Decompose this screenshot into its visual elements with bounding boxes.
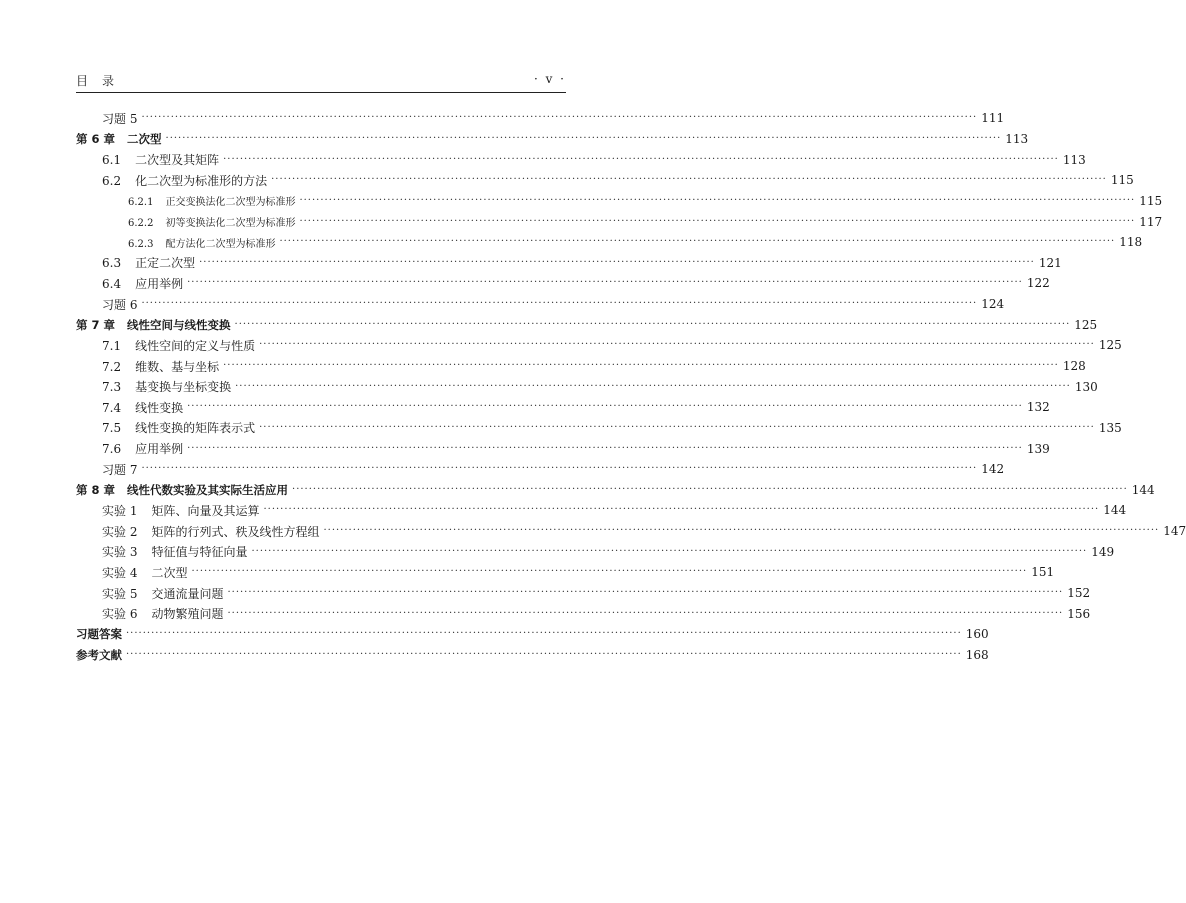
toc-entry-page: 144 [1099, 503, 1126, 517]
toc-entry[interactable] [76, 335, 1122, 356]
toc-entry-page: 125 [1095, 338, 1122, 352]
toc-entry-page: 139 [1023, 442, 1050, 456]
toc-entry-label [76, 564, 191, 581]
toc-entry-title: 基变换与坐标变换 [135, 380, 232, 395]
toc-entry[interactable] [76, 191, 1163, 212]
toc-entry-number: 实验 1 [102, 503, 138, 518]
toc-entry-title: 参考文献 [76, 647, 122, 662]
toc-entry-title: 矩阵、向量及其运算 [151, 503, 260, 518]
toc-entry-label [76, 214, 299, 229]
toc-entry-number: 6.2.3 [128, 238, 154, 250]
toc-entry-page: 147 [1159, 524, 1186, 538]
toc-entry[interactable] [76, 624, 989, 645]
toc-entry-label [76, 193, 299, 208]
toc-entry-title: 习题 6 [102, 297, 138, 312]
toc-entry[interactable] [76, 356, 1086, 377]
toc-entry-number: 7.2 [102, 359, 122, 374]
toc-entry-title: 习题 5 [102, 111, 138, 126]
toc-entry-title: 习题答案 [76, 627, 122, 642]
dot-leader: ········································································································································································································ [235, 380, 1071, 392]
toc-entry-number: 实验 5 [102, 586, 138, 601]
toc-entry-label [76, 296, 141, 313]
toc-entry-label [76, 254, 199, 271]
toc-entry-title: 二次型 [127, 131, 162, 146]
toc-entry[interactable] [76, 397, 1050, 418]
toc-entry-label [76, 275, 187, 292]
toc-entry[interactable] [76, 645, 989, 666]
toc-entry-page: 113 [1001, 132, 1028, 146]
dot-leader: ········································································································································································································ [271, 174, 1107, 186]
toc-entry-title: 应用举例 [135, 442, 184, 457]
toc-entry-number: 第 6 章 [76, 131, 116, 146]
toc-entry-title: 初等变换法化二次型为标准形 [165, 218, 296, 230]
toc-entry[interactable] [76, 541, 1115, 562]
toc-entry-title: 特征值与特征向量 [151, 545, 248, 560]
toc-entry[interactable] [76, 294, 1005, 315]
running-header [76, 72, 566, 93]
toc-entry-label [76, 235, 279, 250]
toc-entry-title: 线性空间的定义与性质 [135, 338, 256, 353]
toc-entry-number: 实验 3 [102, 545, 138, 560]
dot-leader: ········································································································································································································ [259, 339, 1095, 351]
toc-entry-number: 6.2.2 [128, 218, 154, 230]
toc-entry[interactable] [76, 376, 1098, 397]
dot-leader: ········································································································································································································ [223, 360, 1059, 371]
toc-entry-title: 维数、基与坐标 [135, 359, 220, 374]
toc-entry-label [76, 110, 141, 127]
toc-entry-label [76, 626, 126, 642]
toc-entry[interactable] [76, 252, 1062, 273]
toc-entry[interactable] [76, 500, 1127, 521]
dot-leader: ········································································································································································································ [227, 587, 1064, 599]
toc-entry-page: 168 [962, 648, 989, 662]
toc-entry-title: 线性变换的矩阵表示式 [135, 421, 256, 436]
toc-entry-title: 化二次型为标准形的方法 [135, 173, 268, 188]
toc-entry-title: 二次型及其矩阵 [135, 153, 220, 168]
toc-entry-number: 7.5 [102, 421, 122, 436]
dot-leader: ········································································································································································································ [323, 525, 1160, 537]
dot-leader: ········································································································································································································ [191, 566, 1028, 578]
toc-entry[interactable] [76, 521, 1186, 542]
toc-entry-page: 118 [1115, 235, 1142, 249]
toc-entry[interactable] [76, 438, 1050, 459]
dot-leader: ········································································································································································································ [299, 194, 1136, 206]
toc-entry-page: 135 [1095, 421, 1122, 435]
toc-entry[interactable] [76, 314, 1098, 335]
toc-entry-page: 151 [1027, 565, 1054, 579]
toc-entry-page: 121 [1035, 256, 1062, 270]
toc-entry[interactable] [76, 603, 1091, 624]
toc-entry-page: 132 [1023, 400, 1050, 414]
toc-entry[interactable] [76, 480, 1155, 501]
toc-entry-page: 144 [1128, 483, 1155, 497]
toc-entry-number: 6.4 [102, 276, 122, 291]
toc-entry-page: 142 [977, 462, 1004, 476]
toc-entry-page: 113 [1059, 153, 1086, 167]
toc-entry-label [76, 172, 271, 189]
toc-entry-page: 111 [977, 111, 1004, 125]
toc-entry-number: 7.4 [102, 400, 122, 415]
dot-leader: ········································································································································································································ [259, 421, 1095, 433]
dot-leader: ········································································································································································································ [199, 256, 1035, 268]
toc-entry[interactable] [76, 273, 1050, 294]
toc-entry-number: 7.1 [102, 338, 122, 353]
toc-entry-page: 156 [1063, 607, 1090, 621]
toc-entry[interactable] [76, 459, 1005, 480]
toc-entry-title: 配方法化二次型为标准形 [165, 238, 276, 250]
toc-entry[interactable] [76, 211, 1163, 232]
toc-entry-label [76, 605, 227, 622]
toc-entry[interactable] [76, 108, 1005, 129]
toc-entry-label [76, 440, 187, 457]
dot-leader: ········································································································································································································ [141, 463, 978, 475]
header-title: 目录 [76, 74, 129, 88]
toc-entry-number: 实验 2 [102, 524, 138, 539]
toc-entry-page: 122 [1023, 276, 1050, 290]
toc-entry-label [76, 399, 187, 416]
toc-entry[interactable] [76, 170, 1134, 191]
toc-entry-label [76, 317, 235, 333]
toc-entry[interactable] [76, 418, 1122, 439]
toc-entry-number: 6.1 [102, 153, 122, 168]
toc-entry-number: 6.2 [102, 173, 122, 188]
dot-leader: ········································································································································································································ [141, 112, 978, 124]
toc-entry-page: 128 [1059, 359, 1086, 373]
dot-leader: ········································································································································································································ [299, 215, 1136, 227]
toc-entry-number: 实验 4 [102, 565, 138, 580]
toc-entry-label [76, 523, 323, 540]
toc-entry-title: 线性代数实验及其实际生活应用 [127, 482, 289, 497]
toc-entry-page: 115 [1135, 194, 1162, 208]
toc-entry-title: 应用举例 [135, 276, 184, 291]
toc-entry-label [76, 502, 263, 519]
toc-entry-number: 6.3 [102, 256, 122, 271]
toc-entry[interactable] [76, 583, 1091, 604]
dot-leader: ········································································································································································································ [126, 648, 962, 660]
toc-entry-title: 线性空间与线性变换 [127, 317, 231, 332]
toc-entry-label [76, 461, 141, 478]
toc-entry-page: 130 [1071, 380, 1098, 394]
dot-leader: ········································································································································································································ [223, 153, 1059, 165]
toc-entry-number: 7.3 [102, 380, 122, 395]
dot-leader: ········································································································································································································ [251, 545, 1088, 557]
dot-leader: ········································································································································································································ [187, 401, 1023, 413]
toc-entry-page: 115 [1107, 173, 1134, 187]
dot-leader: ········································································································································································································ [165, 132, 1002, 144]
toc-entry-number: 6.2.1 [128, 197, 154, 209]
toc-entry-title: 正定二次型 [135, 256, 196, 271]
toc-entry-label [76, 419, 259, 436]
dot-leader: ········································································································································································································ [187, 277, 1023, 289]
toc-entry-title: 动物繁殖问题 [151, 607, 224, 622]
toc-entry-number: 第 7 章 [76, 317, 116, 332]
toc-entry-label [76, 378, 235, 395]
dot-leader: ········································································································································································································ [263, 504, 1100, 516]
dot-leader: ········································································································································································································ [279, 236, 1116, 248]
toc-entry-title: 矩阵的行列式、秩及线性方程组 [151, 524, 320, 539]
toc-entry[interactable] [76, 232, 1143, 253]
dot-leader: ········································································································································································································ [126, 628, 962, 640]
toc-entry-page: 125 [1070, 318, 1097, 332]
toc-entry-page: 160 [962, 627, 989, 641]
toc-entry-label [76, 337, 259, 354]
toc-entry-label [76, 358, 223, 375]
toc-entry-title: 习题 7 [102, 462, 138, 477]
toc-entry-page: 124 [977, 297, 1004, 311]
toc-entry-label [76, 543, 251, 560]
dot-leader: ········································································································································································································ [187, 442, 1023, 454]
toc-entry-title: 线性变换 [135, 400, 184, 415]
toc-entry-label [76, 647, 126, 663]
toc-entry[interactable] [76, 129, 1029, 150]
toc-entry-title: 二次型 [151, 565, 188, 580]
dot-leader: ········································································································································································································ [234, 318, 1071, 330]
toc-entry-number: 实验 6 [102, 607, 138, 622]
toc-entry-page: 117 [1135, 215, 1162, 229]
toc-entry-number: 7.6 [102, 442, 122, 457]
toc-entry-page: 152 [1063, 586, 1090, 600]
toc-entry-title: 正交变换法化二次型为标准形 [165, 197, 296, 209]
dot-leader: ········································································································································································································ [141, 298, 978, 310]
dot-leader: ········································································································································································································ [292, 483, 1128, 495]
table-of-contents [76, 108, 1186, 665]
toc-entry-title: 交通流量问题 [151, 586, 224, 601]
toc-entry-number: 第 8 章 [76, 482, 116, 497]
toc-entry[interactable] [76, 562, 1055, 583]
header-page-number: · v · [533, 72, 566, 86]
toc-entry-page: 149 [1087, 545, 1114, 559]
toc-entry-label [76, 585, 227, 602]
toc-entry[interactable] [76, 149, 1086, 170]
toc-entry-label [76, 131, 166, 147]
toc-entry-label [76, 151, 223, 168]
toc-entry-label [76, 482, 292, 498]
dot-leader: ········································································································································································································ [227, 607, 1064, 619]
